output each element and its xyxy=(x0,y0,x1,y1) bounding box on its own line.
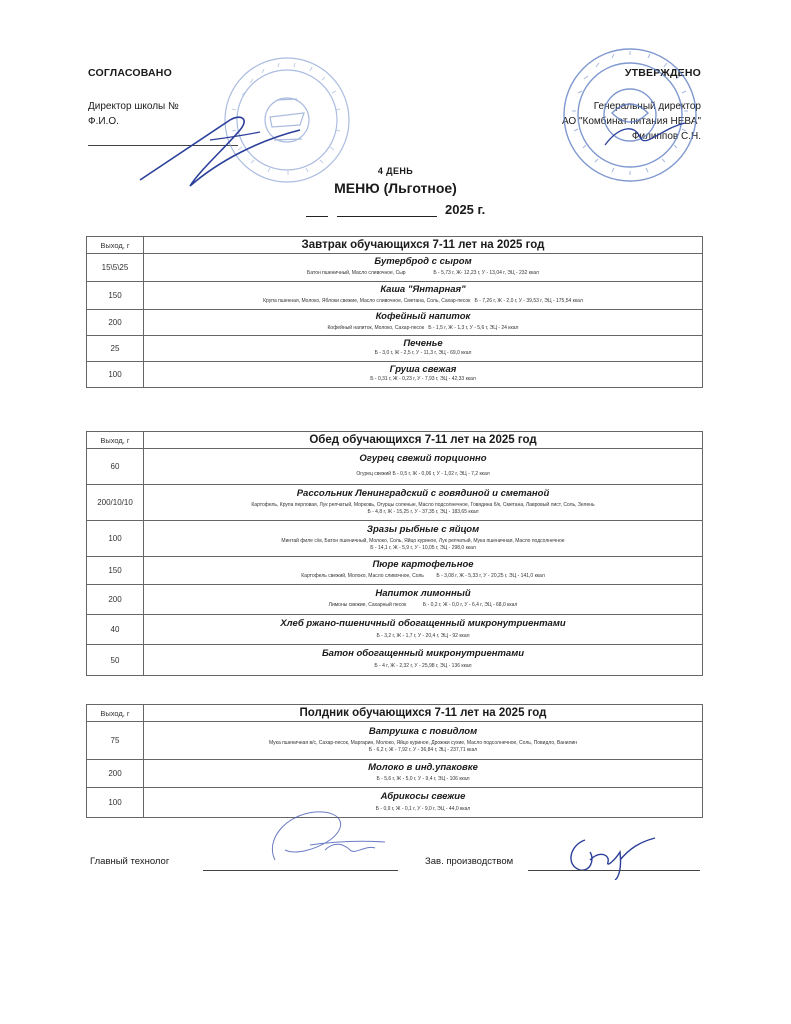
dish-name: Рассольник Ленинградский с говядиной и сметаной xyxy=(296,487,550,499)
dish-nutrition: Огурец свежий Б - 0,5 г, Ж - 0,06 г, У - 1,02 г, ЭЦ - 7,2 ккал xyxy=(356,471,490,477)
dish-output: 150 xyxy=(87,557,144,585)
date-year: 2025 г. xyxy=(444,202,486,217)
dish-nutrition: Б - 0,9 г, Ж - 0,1 г, У - 9,0 г, ЭЦ - 44,0 ккал xyxy=(375,805,471,812)
dish-output: 100 xyxy=(87,362,144,388)
dish-name: Хлеб ржано-пшеничный обогащенный микронутриентами xyxy=(280,617,566,629)
dish-output: 60 xyxy=(87,449,144,485)
company-name: АО "Комбинат питания НЕВА" xyxy=(561,116,701,127)
date-line xyxy=(0,202,791,217)
manager-signature-line xyxy=(528,870,700,871)
production-manager-label: Зав. производством xyxy=(425,856,514,867)
dish-nutrition: Б - 3,0 г, Ж - 2,5 г, У - 11,3 г, ЭЦ - 69,0 ккал xyxy=(374,350,472,356)
output-header: Выход, г xyxy=(87,237,144,254)
director-name: Филиппов С.Н. xyxy=(631,131,701,142)
dish-composition: Батон пшеничный, Масло сливочное, Сыр Б - 5,73 г, Ж- 12,23 г, У - 13,04 г, ЭЦ - 232 ккал xyxy=(307,270,539,276)
dish-name: Батон обогащенный микронутриентами xyxy=(321,648,525,659)
school-director-label: Директор школы № xyxy=(88,101,179,112)
approved-label-right: УТВЕРЖДЕНО xyxy=(624,67,701,79)
dish-output: 40 xyxy=(87,615,144,645)
dish-nutrition: Б - 3,2 г, Ж - 1,7 г, У - 20,4 г, ЭЦ - 92 ккал xyxy=(376,632,470,639)
meal-title-lunch: Обед обучающихся 7-11 лет на 2025 год xyxy=(144,432,703,449)
date-month-blank xyxy=(337,203,437,217)
dish-output: 200 xyxy=(87,585,144,615)
dish-composition: Минтай филе с/м, Батон пшеничный, Молоко, Соль, Яйцо куриное, Лук репчатый, Мука пшеничная, Масло подсолнечное xyxy=(281,537,565,544)
director-name-label: Ф.И.О. xyxy=(88,116,119,127)
lunch-table xyxy=(86,431,703,676)
dish-nutrition: Б - 6,2 г, Ж - 7,92 г, У - 36,84 г, ЭЦ - 237,71 ккал xyxy=(368,746,478,753)
day-label: 4 ДЕНЬ xyxy=(377,166,414,176)
dish-nutrition: Б - 4 г, Ж - 2,32 г, У - 25,98 г, ЭЦ - 136 ккал xyxy=(374,663,472,669)
dish-nutrition: Б - 0,31 г, Ж - 0,23 г, У - 7,93 г, ЭЦ - 42,33 ккал xyxy=(370,376,476,382)
dish-output: 25 xyxy=(87,336,144,362)
document-title: МЕНЮ (Льготное) xyxy=(334,180,457,196)
dish-output: 200 xyxy=(87,760,144,788)
dish-composition: Картофель, Крупа перловая, Лук репчатый, Морковь, Огурцы соленые, Масло подсолнечное, Говядина б/к, Сметана, Лавровый лист, Соль, Зелень xyxy=(251,501,595,508)
dish-name: Абрикосы свежие xyxy=(380,790,466,802)
dish-composition: Крупа пшенная, Молоко, Яблоки свежие, Масло сливочное, Сметана, Соль, Сахар-песок Б - 7,26 г, Ж - 2,0 г, У - 39,53 г, ЭЦ - 175,54 ккал xyxy=(263,298,583,304)
date-day-blank xyxy=(306,203,328,217)
dish-name: Молоко в инд.упаковке xyxy=(368,762,478,773)
dish-nutrition: Б - 5,6 г, Ж - 5,0 г, У - 9,4 г, ЭЦ - 106 ккал xyxy=(376,776,470,782)
dish-name: Ватрушка с повидлом xyxy=(368,725,478,737)
manager-signature xyxy=(560,830,660,880)
dish-composition: Мука пшеничная в/с, Сахар-песок, Маргарин, Молоко, Яйцо куриное, Дрожжи сухие, Масло подсолнечное, Соль, Повидло, Ванилин xyxy=(268,739,578,746)
dish-name: Зразы рыбные с яйцом xyxy=(366,523,480,535)
approved-label-left: СОГЛАСОВАНО xyxy=(88,67,172,79)
dish-output: 150 xyxy=(87,282,144,310)
dish-composition: Лимоны свежие, Сахарный песок Б - 0,2 г, Ж - 0,0 г, У - 6,4 г, ЭЦ - 68,0 ккал xyxy=(328,602,518,608)
right-signature xyxy=(600,115,690,155)
dish-composition: Кофейный напиток, Молоко, Сахар-песок Б - 1,5 г, Ж - 1,3 г, У - 5,6 г, ЭЦ - 24 ккал xyxy=(327,325,519,331)
dish-name: Груша свежая xyxy=(389,364,457,375)
dish-composition: Картофель свежий, Молоко, Масло сливочное, Соль Б - 3,08 г, Ж - 5,33 г, У - 20,25 г, ЭЦ - 141,0 ккал xyxy=(301,573,545,579)
meal-title-breakfast: Завтрак обучающихся 7-11 лет на 2025 год xyxy=(144,237,703,254)
output-header: Выход, г xyxy=(87,432,144,449)
dish-nutrition: Б - 4,8 г, Ж - 15,25 г, У - 37,35 г, ЭЦ - 183,65 ккал xyxy=(367,508,479,515)
general-director-label: Генеральный директор xyxy=(593,101,701,112)
technologist-signature xyxy=(255,800,405,875)
output-header: Выход, г xyxy=(87,705,144,722)
dish-name: Пюре картофельное xyxy=(372,559,474,570)
meal-title-snack: Полдник обучающихся 7-11 лет на 2025 год xyxy=(144,705,703,722)
dish-name: Бутерброд с сыром xyxy=(374,256,472,267)
dish-output: 15\5\25 xyxy=(87,254,144,282)
breakfast-table xyxy=(86,236,703,388)
chief-technologist-label: Главный технолог xyxy=(90,856,170,867)
dish-output: 100 xyxy=(87,521,144,557)
dish-name: Огурец свежий порционно xyxy=(359,453,487,464)
dish-output: 200 xyxy=(87,310,144,336)
dish-output: 100 xyxy=(87,788,144,818)
dish-output: 200/10/10 xyxy=(87,485,144,521)
dish-name: Напиток лимонный xyxy=(375,588,471,599)
dish-output: 75 xyxy=(87,722,144,760)
dish-name: Печенье xyxy=(403,338,443,349)
technologist-signature-line xyxy=(203,870,398,871)
dish-name: Каша "Янтарная" xyxy=(380,284,466,295)
dish-output: 50 xyxy=(87,645,144,676)
dish-name: Кофейный напиток xyxy=(375,311,471,322)
dish-nutrition: Б - 14,1 г, Ж - 5,9 г, У - 10,05 г, ЭЦ - 298,0 ккал xyxy=(370,544,476,551)
